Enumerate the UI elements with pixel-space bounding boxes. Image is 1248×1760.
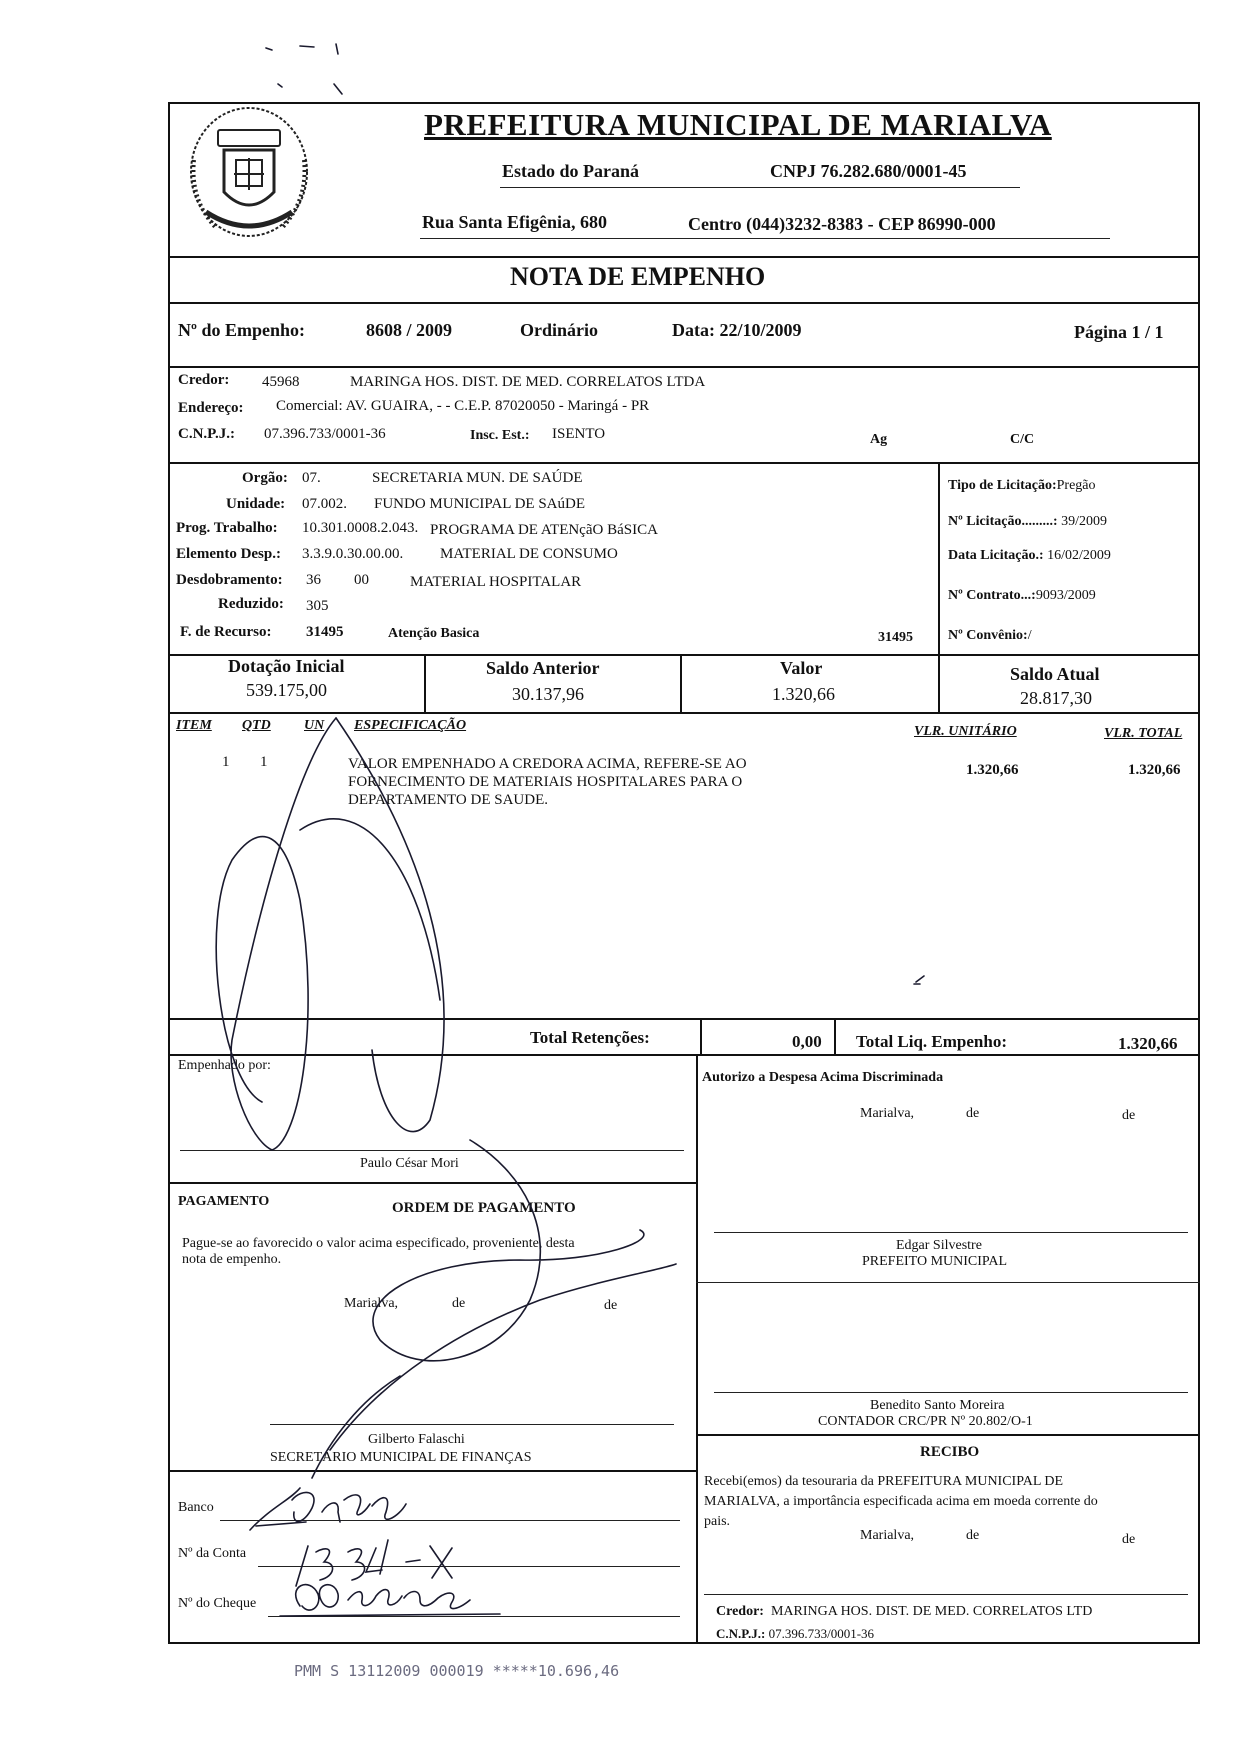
- recibo-label: RECIBO: [920, 1444, 980, 1460]
- banco-label: Banco: [178, 1500, 214, 1515]
- licitacao-numero: 39/2009: [1057, 514, 1107, 529]
- recurso-code-right: 31495: [878, 630, 913, 645]
- dotacao-inicial-label: Dotação Inicial: [228, 656, 345, 676]
- prog-trabalho-label: Prog. Trabalho:: [176, 520, 278, 536]
- convenio-row: [948, 628, 1032, 644]
- pagamento-city: Marialva,: [344, 1296, 399, 1311]
- reduzido-value: 305: [306, 598, 329, 614]
- unidade-label: Unidade:: [226, 496, 286, 512]
- insc-est: ISENTO: [552, 426, 606, 442]
- licitacao-data-label: Data Licitação.:: [948, 548, 1044, 563]
- recibo-text-line-1: Recebi(emos) da tesouraria da PREFEITURA MUNICIPAL DE: [704, 1474, 1064, 1489]
- orgao-label: Orgão:: [242, 470, 288, 486]
- licitacao-data: 16/02/2009: [1043, 548, 1111, 563]
- recibo-credor-label: Credor:: [716, 1604, 764, 1619]
- elemento-label: Elemento Desp.:: [176, 546, 281, 562]
- orgao-name: SECRETARIA MUN. DE SAÚDE: [372, 470, 583, 486]
- autorizo-de-2: de: [1122, 1108, 1136, 1123]
- recurso-name: Atenção Basica: [388, 626, 480, 641]
- contrato-number: 9093/2009: [1035, 588, 1096, 603]
- item-total-value: 1.320,66: [1128, 762, 1181, 778]
- recibo-city: Marialva,: [860, 1528, 915, 1543]
- conta-corrente-label: C/C: [1010, 432, 1035, 447]
- saldo-anterior: 30.137,96: [512, 684, 584, 704]
- licitacao-tipo-label-text: Tipo de Licitação:: [948, 478, 1057, 493]
- autorizo-city: Marialva,: [860, 1106, 915, 1121]
- saldo-anterior-label: Saldo Anterior: [486, 658, 600, 678]
- valor-label: Valor: [780, 658, 823, 678]
- recibo-credor-name: MARINGA HOS. DIST. DE MED. CORRELATOS LTD: [770, 1604, 1093, 1619]
- numero-conta-label: Nº da Conta: [178, 1546, 247, 1561]
- secretario-role: SECRETÁRIO MUNICIPAL DE FINANÇAS: [270, 1450, 532, 1465]
- item-unit-value: 1.320,66: [966, 762, 1019, 778]
- un-header: UN: [304, 718, 325, 733]
- total-retencoes: 0,00: [792, 1032, 822, 1051]
- recibo-de-1: de: [966, 1528, 980, 1543]
- secretario-name: Gilberto Falaschi: [368, 1432, 465, 1447]
- empenho-type: Ordinário: [520, 320, 599, 340]
- pagamento-label: PAGAMENTO: [178, 1194, 270, 1209]
- municipality-cnpj: CNPJ 76.282.680/0001-45: [770, 161, 967, 181]
- numero-cheque-label: Nº do Cheque: [178, 1596, 257, 1611]
- contador-role: CONTADOR CRC/PR Nº 20.802/O-1: [818, 1414, 1033, 1429]
- municipality-title: PREFEITURA MUNICIPAL DE MARIALVA: [424, 107, 1052, 142]
- address-label: Endereço:: [178, 400, 244, 416]
- item-qtd: 1: [260, 754, 268, 770]
- state-name: Estado do Paraná: [502, 161, 640, 181]
- desdobramento-code2: 00: [354, 572, 369, 588]
- empenhado-por-label: Empenhado por:: [178, 1058, 271, 1073]
- valor: 1.320,66: [772, 684, 835, 704]
- licitacao-numero-label: Nº Licitação.........:: [948, 514, 1058, 529]
- recibo-de-2: de: [1122, 1532, 1136, 1547]
- credor-name: MARINGA HOS. DIST. DE MED. CORRELATOS LTDA: [350, 374, 706, 390]
- contador-name: Benedito Santo Moreira: [870, 1398, 1005, 1413]
- recibo-cnpj-row: [716, 1626, 874, 1642]
- credor-cnpj-label: C.N.P.J.:: [178, 426, 235, 442]
- contact-info: Centro (044)3232-8383 - CEP 86990-000: [688, 214, 996, 234]
- vlr-total-header: VLR. TOTAL: [1104, 726, 1183, 741]
- vlr-unitario-header: VLR. UNITÁRIO: [914, 724, 1017, 739]
- item-spec-line-3: DEPARTAMENTO DE SAUDE.: [348, 792, 548, 808]
- pagamento-text-line-2: nota de empenho.: [182, 1252, 282, 1267]
- agencia-label: Ag: [870, 432, 888, 447]
- credor-code: 45968: [262, 374, 300, 390]
- pagamento-de-2: de: [604, 1298, 618, 1313]
- recurso-code: 31495: [306, 624, 344, 640]
- dotacao-inicial: 539.175,00: [246, 680, 327, 700]
- saldo-atual-label: Saldo Atual: [1010, 664, 1100, 684]
- street-address: Rua Santa Efigênia, 680: [422, 212, 608, 232]
- recurso-label: F. de Recurso:: [180, 624, 272, 640]
- elemento-code: 3.3.9.0.30.00.00.: [302, 546, 404, 562]
- especificacao-header: ESPECIFICAÇÃO: [354, 718, 467, 733]
- municipal-coat-of-arms: [176, 100, 322, 262]
- prefeito-name: Edgar Silvestre: [896, 1238, 982, 1253]
- licitacao-tipo: Pregão: [1056, 478, 1096, 493]
- saldo-atual: 28.817,30: [1020, 688, 1092, 708]
- item-spec-line-2: FORNECIMENTO DE MATERIAIS HOSPITALARES PARA O: [348, 774, 743, 790]
- autorizo-label: Autorizo a Despesa Acima Discriminada: [702, 1070, 944, 1085]
- recibo-text-line-3: pais.: [704, 1514, 731, 1529]
- licitacao-data-row: [948, 548, 1111, 564]
- credor-cnpj: 07.396.733/0001-36: [264, 426, 386, 442]
- item-spec-line-1: VALOR EMPENHADO A CREDORA ACIMA, REFERE-SE AO: [348, 756, 747, 772]
- item-header: ITEM: [176, 718, 212, 733]
- insc-est-label: Insc. Est.:: [470, 428, 530, 443]
- desdobramento-name: MATERIAL HOSPITALAR: [410, 574, 582, 590]
- total-liquido-label: Total Liq. Empenho:: [856, 1032, 1007, 1051]
- contrato-row: [948, 588, 1096, 604]
- credor-label: Credor:: [178, 372, 230, 388]
- desdobramento-label: Desdobramento:: [176, 572, 283, 588]
- convenio-label: Nº Convênio:: [948, 628, 1028, 643]
- empenho-date: Data: 22/10/2009: [672, 320, 802, 340]
- recibo-cnpj: 07.396.733/0001-36: [768, 1626, 875, 1641]
- reduzido-label: Reduzido:: [218, 596, 284, 612]
- prog-trabalho-name: PROGRAMA DE ATENçãO BáSICA: [430, 522, 658, 538]
- desdobramento-code1: 36: [306, 572, 321, 588]
- recibo-text-line-2: MARIALVA, a importância especificada acima em moeda corrente do: [704, 1494, 1098, 1509]
- prefeito-role: PREFEITO MUNICIPAL: [862, 1254, 1008, 1269]
- total-retencoes-label: Total Retenções:: [530, 1028, 650, 1047]
- document-title: NOTA DE EMPENHO: [510, 262, 766, 291]
- contrato-label: Nº Contrato...:: [948, 588, 1036, 603]
- empenhado-por-name: Paulo César Mori: [360, 1156, 459, 1171]
- pagamento-text-line-1: Pague-se ao favorecido o valor acima especificado, proveniente, desta: [182, 1236, 575, 1251]
- recibo-cnpj-label: C.N.P.J.:: [716, 1626, 766, 1641]
- licitacao-numero-row: [948, 514, 1107, 530]
- empenho-number: 8608 / 2009: [366, 320, 453, 340]
- credor-address: Comercial: AV. GUAIRA, - - C.E.P. 87020050 - Maringá - PR: [276, 398, 650, 414]
- recibo-credor-row: [716, 1604, 1092, 1620]
- total-liquido: 1.320,66: [1118, 1034, 1178, 1053]
- autorizo-de-1: de: [966, 1106, 980, 1121]
- elemento-name: MATERIAL DE CONSUMO: [440, 546, 618, 562]
- page-number: Página 1 / 1: [1074, 322, 1164, 342]
- unidade-name: FUNDO MUNICIPAL DE SAúDE: [374, 496, 585, 512]
- pagamento-de-1: de: [452, 1296, 466, 1311]
- qtd-header: QTD: [242, 718, 271, 733]
- item-number: 1: [222, 754, 230, 770]
- orgao-code: 07.: [302, 470, 321, 486]
- licitacao-tipo-label: [948, 478, 1096, 494]
- empenho-number-label: Nº do Empenho:: [178, 320, 305, 340]
- unidade-code: 07.002.: [302, 496, 347, 512]
- prog-trabalho-code: 10.301.0008.2.043.: [302, 520, 419, 536]
- convenio-value: /: [1027, 628, 1032, 643]
- bank-stamp: PMM S 13112009 000019 *****10.696,46: [294, 1662, 620, 1680]
- ordem-pagamento-label: ORDEM DE PAGAMENTO: [392, 1200, 576, 1216]
